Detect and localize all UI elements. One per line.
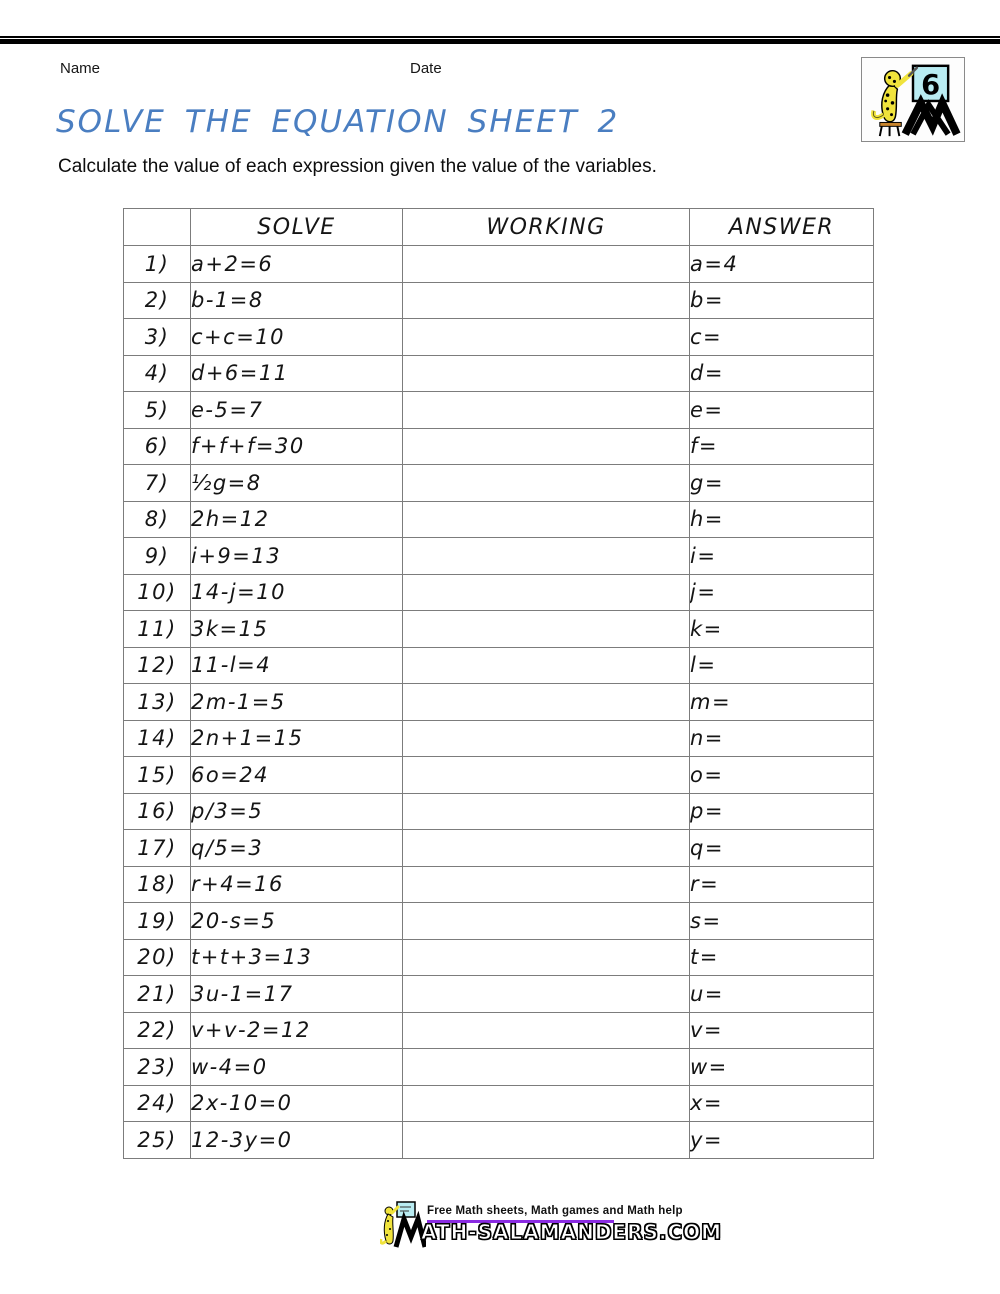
- cell-answer: f=: [690, 428, 874, 465]
- cell-answer: s=: [690, 903, 874, 940]
- cell-working: [403, 1122, 690, 1159]
- cell-num: 3): [124, 319, 191, 356]
- table-row: [124, 1049, 874, 1086]
- table-row: [124, 647, 874, 684]
- cell-solve: 2h=12: [191, 501, 403, 538]
- col-header-answer: ANSWER: [690, 209, 874, 246]
- cell-num: 13): [124, 684, 191, 721]
- cell-num: 16): [124, 793, 191, 830]
- salamander-grade-logo-icon: [862, 58, 964, 141]
- top-rule: [0, 36, 1000, 44]
- site-name: ATH-SALAMANDERS.COM: [421, 1220, 723, 1244]
- cell-num: 6): [124, 428, 191, 465]
- cell-working: [403, 611, 690, 648]
- table-row: [124, 720, 874, 757]
- table-row: [124, 939, 874, 976]
- cell-working: [403, 355, 690, 392]
- cell-answer: l=: [690, 647, 874, 684]
- cell-solve: 20-s=5: [191, 903, 403, 940]
- table-row: [124, 684, 874, 721]
- cell-answer: v=: [690, 1012, 874, 1049]
- name-label: Name: [60, 60, 101, 77]
- cell-solve: f+f+f=30: [191, 428, 403, 465]
- page-title: SOLVE THE EQUATION SHEET 2: [56, 104, 620, 140]
- cell-working: [403, 1012, 690, 1049]
- cell-working: [403, 976, 690, 1013]
- cell-num: 1): [124, 246, 191, 283]
- cell-answer: w=: [690, 1049, 874, 1086]
- cell-solve: v+v-2=12: [191, 1012, 403, 1049]
- cell-working: [403, 246, 690, 283]
- cell-num: 14): [124, 720, 191, 757]
- col-header-solve: SOLVE: [191, 209, 403, 246]
- cell-answer: j=: [690, 574, 874, 611]
- cell-num: 20): [124, 939, 191, 976]
- cell-num: 2): [124, 282, 191, 319]
- cell-answer: q=: [690, 830, 874, 867]
- cell-working: [403, 1085, 690, 1122]
- cell-answer: e=: [690, 392, 874, 429]
- cell-num: 19): [124, 903, 191, 940]
- cell-answer: b=: [690, 282, 874, 319]
- cell-answer: i=: [690, 538, 874, 575]
- cell-answer: y=: [690, 1122, 874, 1159]
- cell-answer: g=: [690, 465, 874, 502]
- grade-badge-box: [861, 57, 965, 142]
- cell-solve: 3u-1=17: [191, 976, 403, 1013]
- equation-table-body: [124, 246, 874, 1159]
- cell-solve: 6o=24: [191, 757, 403, 794]
- table-row: [124, 355, 874, 392]
- cell-working: [403, 939, 690, 976]
- cell-solve: d+6=11: [191, 355, 403, 392]
- cell-solve: 3k=15: [191, 611, 403, 648]
- cell-num: 23): [124, 1049, 191, 1086]
- cell-answer: m=: [690, 684, 874, 721]
- cell-answer: d=: [690, 355, 874, 392]
- cell-answer: t=: [690, 939, 874, 976]
- cell-working: [403, 465, 690, 502]
- cell-working: [403, 501, 690, 538]
- cell-working: [403, 428, 690, 465]
- cell-num: 8): [124, 501, 191, 538]
- table-row: [124, 574, 874, 611]
- table-row: [124, 866, 874, 903]
- cell-solve: c+c=10: [191, 319, 403, 356]
- cell-solve: b-1=8: [191, 282, 403, 319]
- date-label: Date: [410, 60, 442, 77]
- cell-working: [403, 757, 690, 794]
- grade-number: 6: [921, 70, 941, 102]
- cell-working: [403, 866, 690, 903]
- cell-solve: r+4=16: [191, 866, 403, 903]
- table-row: [124, 830, 874, 867]
- table-row: [124, 757, 874, 794]
- cell-solve: t+t+3=13: [191, 939, 403, 976]
- cell-working: [403, 574, 690, 611]
- cell-solve: 2n+1=15: [191, 720, 403, 757]
- table-row: [124, 538, 874, 575]
- cell-answer: h=: [690, 501, 874, 538]
- cell-working: [403, 1049, 690, 1086]
- cell-solve: e-5=7: [191, 392, 403, 429]
- cell-working: [403, 319, 690, 356]
- cell-solve: 2x-10=0: [191, 1085, 403, 1122]
- footer-tagline: Free Math sheets, Math games and Math help: [427, 1205, 683, 1217]
- cell-working: [403, 647, 690, 684]
- cell-solve: 14-j=10: [191, 574, 403, 611]
- cell-solve: p/3=5: [191, 793, 403, 830]
- salamander-logo-icon: [380, 1199, 426, 1249]
- cell-working: [403, 793, 690, 830]
- cell-num: 24): [124, 1085, 191, 1122]
- cell-solve: i+9=13: [191, 538, 403, 575]
- cell-working: [403, 684, 690, 721]
- table-row: [124, 246, 874, 283]
- cell-num: 7): [124, 465, 191, 502]
- col-header-working: WORKING: [403, 209, 690, 246]
- cell-num: 11): [124, 611, 191, 648]
- cell-solve: 11-l=4: [191, 647, 403, 684]
- equation-table: [123, 208, 874, 1159]
- cell-num: 15): [124, 757, 191, 794]
- cell-working: [403, 720, 690, 757]
- cell-num: 5): [124, 392, 191, 429]
- cell-answer: u=: [690, 976, 874, 1013]
- cell-working: [403, 538, 690, 575]
- cell-solve: 12-3y=0: [191, 1122, 403, 1159]
- cell-solve: ½g=8: [191, 465, 403, 502]
- table-row: [124, 392, 874, 429]
- cell-num: 9): [124, 538, 191, 575]
- table-row: [124, 903, 874, 940]
- instruction-text: Calculate the value of each expression given the value of the variables.: [58, 156, 657, 177]
- cell-num: 4): [124, 355, 191, 392]
- cell-answer: o=: [690, 757, 874, 794]
- cell-answer: x=: [690, 1085, 874, 1122]
- cell-num: 17): [124, 830, 191, 867]
- table-row: [124, 793, 874, 830]
- cell-solve: w-4=0: [191, 1049, 403, 1086]
- cell-solve: 2m-1=5: [191, 684, 403, 721]
- col-header-blank: [124, 209, 191, 246]
- cell-num: 18): [124, 866, 191, 903]
- cell-answer: c=: [690, 319, 874, 356]
- table-header-row: [124, 209, 874, 246]
- cell-working: [403, 830, 690, 867]
- cell-answer: n=: [690, 720, 874, 757]
- cell-num: 25): [124, 1122, 191, 1159]
- cell-num: 21): [124, 976, 191, 1013]
- table-row: [124, 465, 874, 502]
- cell-answer: k=: [690, 611, 874, 648]
- cell-working: [403, 903, 690, 940]
- table-row: [124, 282, 874, 319]
- table-row: [124, 319, 874, 356]
- cell-answer: r=: [690, 866, 874, 903]
- cell-num: 22): [124, 1012, 191, 1049]
- site-logo-footer: [380, 1199, 723, 1251]
- cell-answer: a=4: [690, 246, 874, 283]
- table-row: [124, 501, 874, 538]
- table-row: [124, 428, 874, 465]
- table-row: [124, 1122, 874, 1159]
- cell-working: [403, 282, 690, 319]
- table-row: [124, 611, 874, 648]
- cell-working: [403, 392, 690, 429]
- cell-solve: q/5=3: [191, 830, 403, 867]
- table-row: [124, 1085, 874, 1122]
- cell-num: 10): [124, 574, 191, 611]
- table-row: [124, 976, 874, 1013]
- table-row: [124, 1012, 874, 1049]
- cell-num: 12): [124, 647, 191, 684]
- cell-answer: p=: [690, 793, 874, 830]
- cell-solve: a+2=6: [191, 246, 403, 283]
